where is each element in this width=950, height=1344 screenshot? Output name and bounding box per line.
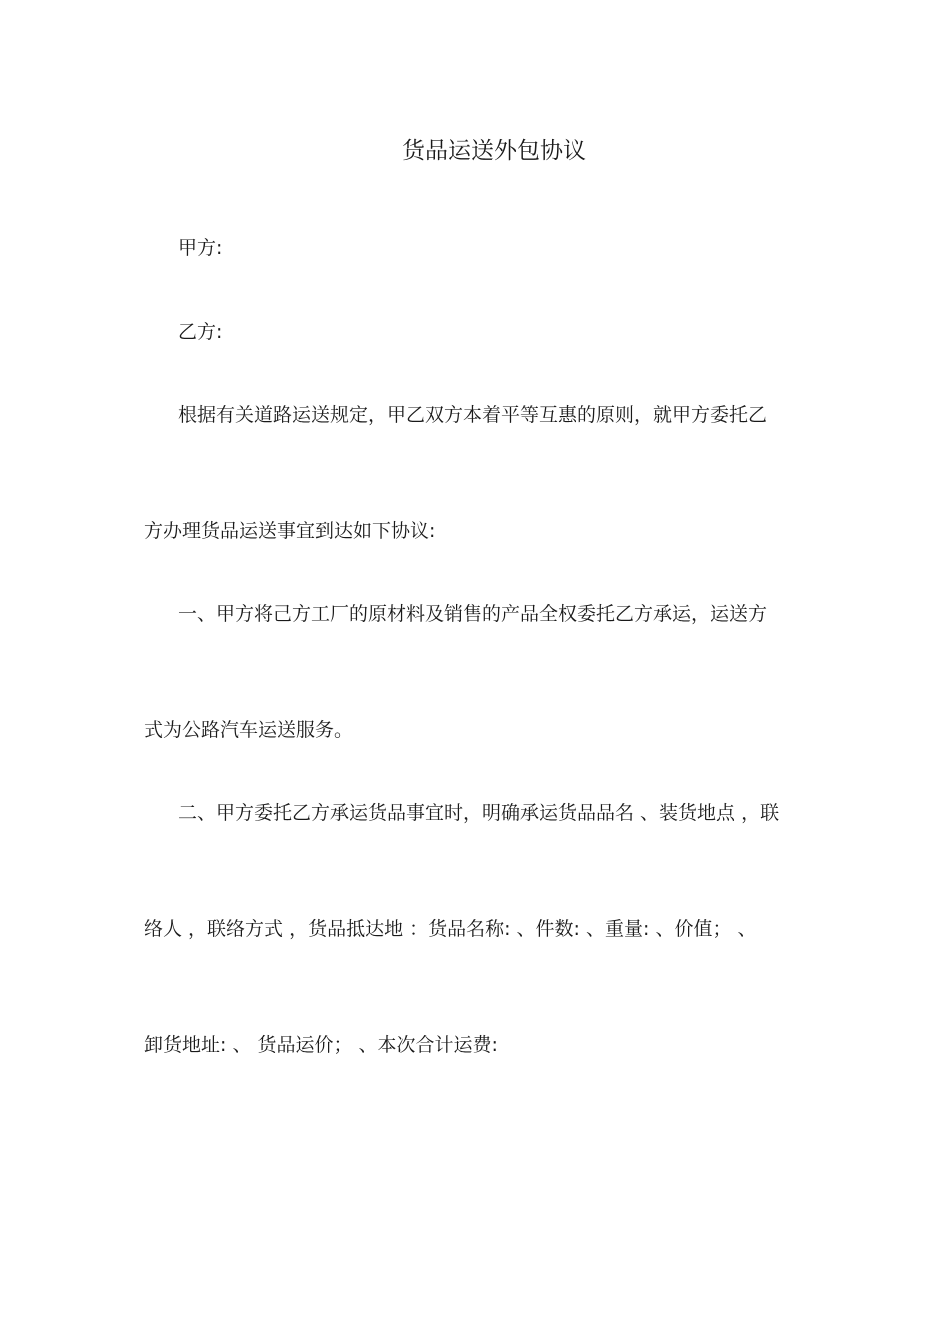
party-a-label: 甲方: bbox=[178, 237, 223, 259]
paragraph-3-line-3: 卸货地址: 、 货品运价； 、本次合计运费: bbox=[144, 1034, 498, 1056]
paragraph-1-line-2: 方办理货品运送事宜到达如下协议: bbox=[144, 520, 436, 542]
document-title: 货品运送外包协议 bbox=[402, 138, 586, 164]
paragraph-3-line-2: 络人 ，联络方式 ，货品抵达地 ：货品名称: 、件数: 、重量: 、价值； 、 bbox=[144, 918, 757, 940]
paragraph-2-line-2: 式为公路汽车运送服务。 bbox=[144, 719, 354, 741]
party-b-label: 乙方: bbox=[178, 321, 223, 343]
paragraph-3-line-1: 二、甲方委托乙方承运货品事宜时，明确承运货品品名 、装货地点 ，联 bbox=[178, 802, 780, 824]
paragraph-1-line-1: 根据有关道路运送规定，甲乙双方本着平等互惠的原则，就甲方委托乙 bbox=[178, 404, 768, 426]
paragraph-2-line-1: 一、甲方将己方工厂的原材料及销售的产品全权委托乙方承运，运送方 bbox=[178, 603, 768, 625]
